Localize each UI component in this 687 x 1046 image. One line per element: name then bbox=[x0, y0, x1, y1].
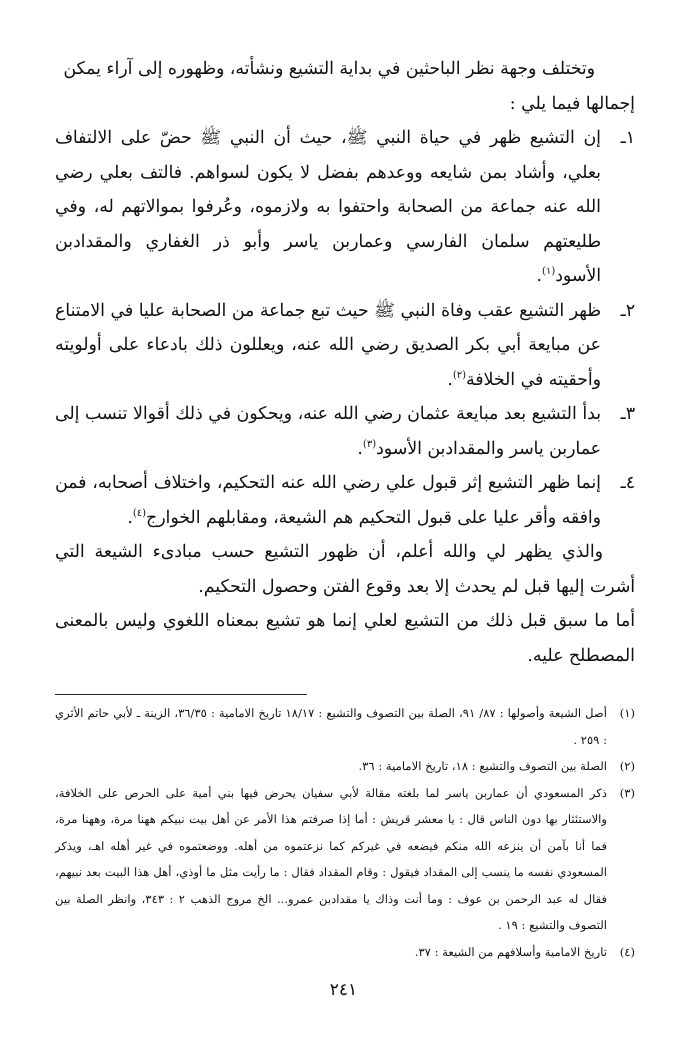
footnote bbox=[55, 700, 635, 753]
footnotes bbox=[55, 700, 635, 965]
footnote-text: ذكر المسعودي أن عماربن ياسر لما بلغته مقالة لأبي سفيان يحرض فيها بني أمية على الحرص على الخلافة، والاستئثار بها دون الناس قال : يا معشر قريش : أما إذا صرفتم هذا الأمر عن أهل بيت نبيكم ههنا مرة، وههنا مرة، فما أنا بآمن أن ينزعه الله منكم فيضعه في غيركم كما نزعتموه من أهله. ووضعتموه في غير أهله اهـ، ويذكر المسعودي نفسه ما ينسب إلى المقداد فيقول : وقام المقداد فقال : ما رأيت مثل ما أوذي، أهل هذا البيت بعد نبيهم، فقال له عبد الرحمن بن عوف : وما أنت وذاك يا مقدادبن عمرو... الخ مروج الذهب ٢ : ٣٤٣، وانظر الصلة بين التصوف والتشيع : ١٩ . bbox=[55, 785, 608, 932]
footnote-number: (٢) bbox=[619, 759, 635, 773]
footnote-text: أصل الشيعة وأصولها : ٨٧/ ٩١، الصلة بين التصوف والتشيع : ١٨/١٧ تاريخ الامامية : ٣٦/٣٥، الزينة ـ لأبي حاتم الأثري : ٢٥٩ . bbox=[55, 706, 608, 747]
footnote-number: (٣) bbox=[619, 785, 635, 800]
footnote-ref: (٢) bbox=[452, 369, 467, 381]
closing-paragraph: أما ما سبق قبل ذلك من التشيع لعلي إنما هو تشيع بمعناه اللغوي وليس بالمعنى المصطلح عليه. bbox=[55, 611, 635, 666]
list-item-number: ٢ـ bbox=[620, 300, 635, 321]
footnote-text: تاريخ الامامية وأسلافهم من الشيعة : ٣٧. bbox=[414, 944, 607, 959]
list-item: ٤ـ إنما ظهر التشيع إثر قبول علي رضي الله عنه التحكيم، واختلاف أصحابه، فمن وافقه وأقر عليا على قبول التحكيم هم الشيعة، ومقابلهم الخوارج$^{(٤)}$. bbox=[55, 466, 635, 535]
footnote-ref: (٣) bbox=[362, 438, 377, 450]
list-item: ١ـ إن التشيع ظهر في حياة النبي ﷺ، حيث أن النبي ﷺ حضّ على الالتفاف بعلي، وأشاد بمن شايعه ووعدهم بفضل لا يكون لسواهم. فالتف بعلي رضي الله عنه جماعة من الصحابة واحتفوا به ولازموه، وعُرفوا بموالاتهم له، وفي طليعتهم سلمان الفارسي وعماربن ياسر وأبو ذر الغفاري والمقدادبن الأسود$^{(١)}$. bbox=[55, 121, 635, 294]
main-text bbox=[55, 52, 635, 673]
footnote-ref: (١) bbox=[542, 266, 556, 278]
footnote-number: (٤) bbox=[619, 944, 635, 959]
footnote bbox=[55, 939, 635, 966]
footnote-divider bbox=[55, 694, 307, 695]
intro-line: إجمالها فيما يلي : bbox=[509, 93, 635, 114]
footnote-ref: (٤) bbox=[132, 507, 147, 519]
list-item-text: ظهر التشيع عقب وفاة النبي ﷺ حيث تبع جماعة من الصحابة عليا في الامتناع عن مبايعة أبي بكر الصديق رضي الله عنه، ويعللون ذلك بادعاء على أولويته وأحقيته في الخلافة bbox=[55, 300, 601, 390]
list-item: ٢ـ ظهر التشيع عقب وفاة النبي ﷺ حيث تبع جماعة من الصحابة عليا في الامتناع عن مبايعة أبي بكر الصديق رضي الله عنه، ويعللون ذلك بادعاء على أولويته وأحقيته في الخلافة$^{(٢)}$. bbox=[55, 294, 635, 398]
page-number: ٢٤١ bbox=[329, 980, 358, 1000]
intro-line: وتختلف وجهة نظر الباحثين في بداية التشيع ونشأته، وظهوره إلى آراء يمكن bbox=[63, 59, 595, 79]
list-item-number: ٣ـ bbox=[620, 404, 635, 424]
list-item-number: ١ـ bbox=[620, 128, 635, 148]
footnote bbox=[55, 780, 635, 939]
footnote-number: (١) bbox=[619, 706, 635, 720]
footnote-text: الصلة بين التصوف والتشيع : ١٨، تاريخ الامامية : ٣٦. bbox=[358, 759, 607, 773]
list-item-text: بدأ التشيع بعد مبايعة عثمان رضي الله عنه، ويحكون في ذلك أقوالا تنسب إلى عماربن ياسر والمقدادبن الأسود bbox=[55, 404, 601, 459]
conclusion-paragraph: والذي يظهر لي والله أعلم، أن ظهور التشيع حسب مبادىء الشيعة التي أشرت إليها قبل لم يحدث إلا بعد وقوع الفتن وحصول التحكيم. bbox=[55, 542, 635, 597]
list-item-number: ٤ـ bbox=[620, 473, 635, 493]
list-item-text: إنما ظهر التشيع إثر قبول علي رضي الله عنه التحكيم، واختلاف أصحابه، فمن وافقه وأقر عليا على قبول التحكيم هم الشيعة، ومقابلهم الخوارج bbox=[55, 473, 601, 528]
footnote bbox=[55, 753, 635, 780]
list-item: ٣ـ بدأ التشيع بعد مبايعة عثمان رضي الله عنه، ويحكون في ذلك أقوالا تنسب إلى عماربن ياسر والمقدادبن الأسود$^{(٣)}$. bbox=[55, 397, 635, 466]
list-item-text: إن التشيع ظهر في حياة النبي ﷺ، حيث أن النبي ﷺ حضّ على الالتفاف بعلي، وأشاد بمن شايعه ووعدهم بفضل لا يكون لسواهم. فالتف بعلي رضي الله عنه جماعة من الصحابة واحتفوا به ولازموه، وعُرفوا بموالاتهم له، وفي طليعتهم سلمان الفارسي وعماربن ياسر وأبو ذر الغفاري والمقدادبن الأسود bbox=[55, 128, 601, 286]
